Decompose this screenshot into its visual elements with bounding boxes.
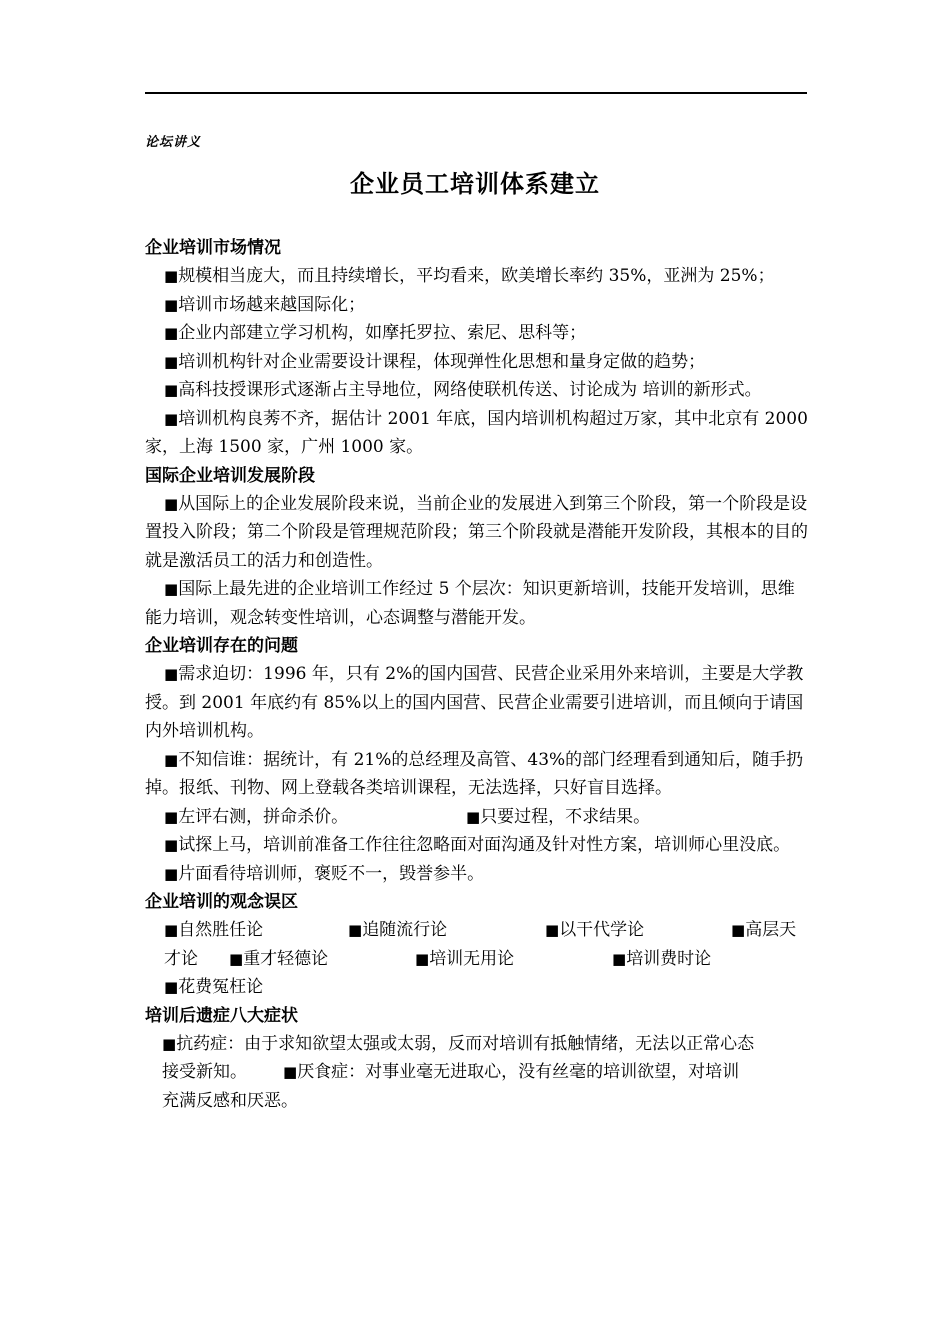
bullet-icon: ■ — [283, 1063, 298, 1081]
bullet-icon: ■ — [164, 580, 179, 598]
section-title: 企业培训的观念误区 — [145, 892, 298, 912]
list-item: ■试探上马，培训前准备工作往往忽略面对面沟通及针对性方案，培训师心里没底。 — [164, 835, 791, 855]
bullet-icon: ■ — [612, 949, 627, 968]
list-item: ■企业内部建立学习机构，如摩托罗拉、索尼、思科等； — [164, 323, 587, 343]
bullet-icon: ■ — [164, 295, 179, 314]
misconception-row: 才论 ■重才轻德论 ■培训无用论 ■培训费时论 — [164, 948, 712, 969]
list-item: ■抗药症：由于求知欲望太强或太弱，反而对培训有抵触情绪，无法以正常心态 — [162, 1033, 755, 1054]
list-item: ■从国际上的企业发展阶段来说，当前企业的发展进入到第三个阶段，第一个阶段是设置投入阶段；第二个阶段是管理规范阶段；第三个阶段就是潜能开发阶段，其根本的目的就是激活员工的活力和创造性。 — [145, 493, 808, 571]
bullet-icon: ■ — [164, 978, 179, 996]
section-title: 培训后遗症八大症状 — [145, 1005, 298, 1026]
bullet-icon: ■ — [164, 864, 179, 883]
bullet-icon: ■ — [164, 665, 179, 683]
bullet-icon: ■ — [164, 267, 179, 285]
list-item: 充满反感和厌恶。 — [162, 1090, 298, 1111]
bullet-icon: ■ — [415, 949, 430, 968]
bullet-icon: ■ — [164, 409, 179, 428]
bullet-icon: ■ — [348, 921, 363, 939]
document-body — [145, 234, 810, 1115]
bullet-icon: ■ — [229, 949, 244, 968]
list-item-pair: ■左评右测，拼命杀价。 ■只要过程，不求结果。 — [164, 806, 651, 827]
bullet-icon: ■ — [731, 921, 746, 939]
list-item: ■片面看待培训师，褒贬不一，毁誉参半。 — [164, 863, 485, 884]
bullet-icon: ■ — [545, 921, 560, 939]
bullet-icon: ■ — [164, 494, 179, 513]
bullet-icon: ■ — [466, 807, 481, 826]
bullet-icon: ■ — [164, 381, 179, 399]
bullet-icon: ■ — [164, 836, 179, 854]
section-title: 企业培训存在的问题 — [145, 636, 298, 656]
list-item: ■规模相当庞大，而且持续增长，平均看来，欧美增长率约 35%，亚洲为 25%； — [164, 266, 775, 286]
list-item: ■需求迫切：1996 年，只有 2%的国内国营、民营企业采用外来培训，主要是大学教授。到 2001 年底约有 85%以上的国内国营、民营企业需要引进培训，而且倾向于请国内外培训机构。 — [145, 664, 804, 741]
header-label: 论坛讲义 — [145, 135, 202, 150]
bullet-icon: ■ — [164, 750, 179, 769]
list-item: ■国际上最先进的企业培训工作经过 5 个层次：知识更新培训，技能开发培训，思维能力培训，观念转变性培训，心态调整与潜能开发。 — [145, 579, 795, 628]
bullet-icon: ■ — [164, 807, 179, 826]
header-rule — [145, 92, 807, 94]
document-title: 企业员工培训体系建立 — [350, 169, 600, 198]
misconception-row: ■花费冤枉论 — [164, 977, 264, 997]
list-item: ■培训机构良莠不齐，据估计 2001 年底，国内培训机构超过万家，其中北京有 2000 家，上海 1500 家，广州 1000 家。 — [145, 408, 808, 457]
list-item: ■不知信谁：据统计，有 21%的总经理及高管、43%的部门经理看到通知后，随手扔掉。报纸、刊物、网上登载各类培训课程，无法选择，只好盲目选择。 — [145, 749, 804, 798]
bullet-icon: ■ — [162, 1034, 177, 1053]
list-item: ■高科技授课形式逐渐占主导地位，网络使联机传送、讨论成为 培训的新形式。 — [164, 380, 762, 400]
list-item: 接受新知。 ■厌食症：对事业毫无进取心，没有丝毫的培训欲望，对培训 — [162, 1062, 740, 1082]
section-title: 企业培训市场情况 — [145, 238, 281, 258]
bullet-icon: ■ — [164, 324, 179, 342]
bullet-icon: ■ — [164, 921, 179, 939]
section-title: 国际企业培训发展阶段 — [145, 465, 315, 486]
bullet-icon: ■ — [164, 352, 179, 371]
list-item: ■培训机构针对企业需要设计课程，体现弹性化思想和量身定做的趋势； — [164, 351, 706, 372]
misconception-row: ■自然胜任论 ■追随流行论 ■以干代学论 ■高层天 — [164, 920, 797, 940]
list-item: ■培训市场越来越国际化； — [164, 294, 366, 315]
